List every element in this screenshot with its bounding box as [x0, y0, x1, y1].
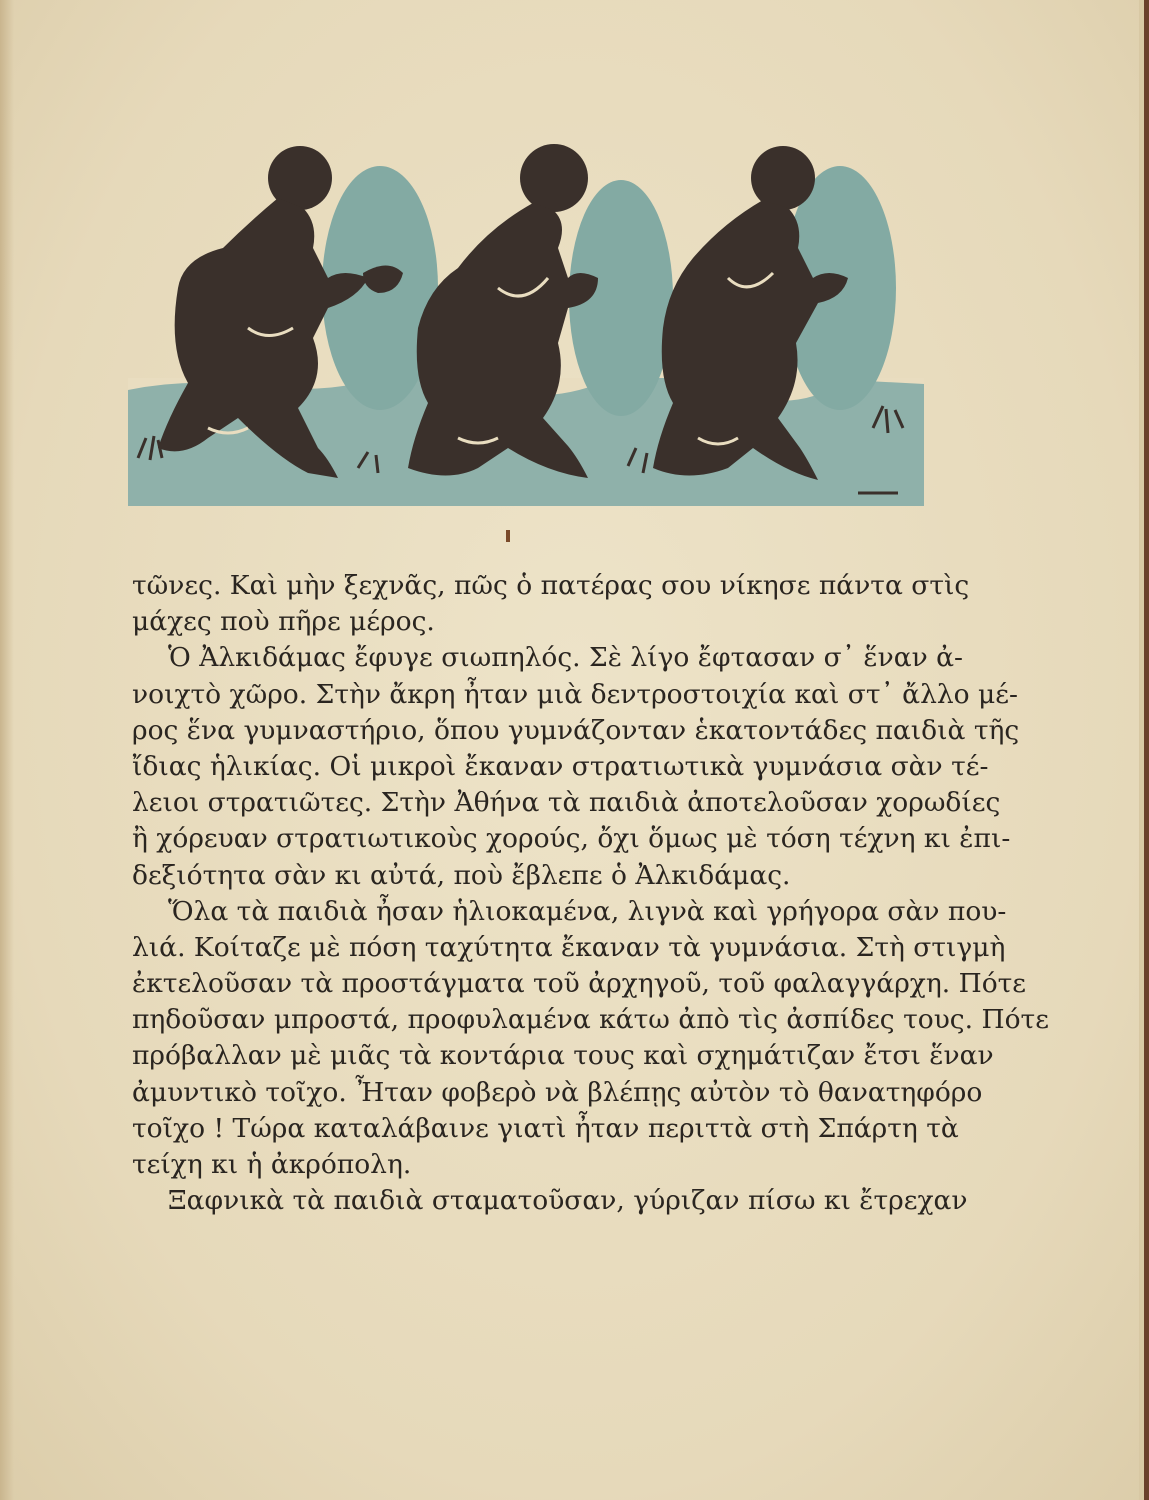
text-line: ἐκτελοῦσαν τὰ προστάγματα τοῦ ἀρχηγοῦ, τοῦ φαλαγγάρχη. Πότε — [132, 968, 1027, 1000]
text-line: νοιχτὸ χῶρο. Στὴν ἄκρη ἦταν μιὰ δεντροστοιχία καὶ στ᾽ ἄλλο μέ- — [132, 678, 1018, 710]
text-line: λειοι στρατιῶτες. Στὴν Ἀθήνα τὰ παιδιὰ ἀποτελοῦσαν χορωδίες — [132, 787, 1001, 819]
paragraph-1 — [132, 568, 970, 640]
paragraph-3 — [132, 894, 1049, 1184]
text-line: τοῖχο ! Τώρα καταλάβαινε γιατὶ ἦταν περιττὰ στὴ Σπάρτη τὰ — [132, 1112, 959, 1144]
page-spine-shadow — [0, 0, 14, 1500]
text-line: ἀμυντικὸ τοῖχο. Ἦταν φοβερὸ νὰ βλέπῃς αὐτὸν τὸ θανατηφόρο — [132, 1076, 983, 1108]
text-line: ρος ἕνα γυμναστήριο, ὅπου γυμνάζονταν ἑκατοντάδες παιδιὰ τῆς — [132, 714, 1020, 746]
paragraph-4 — [132, 1183, 968, 1219]
illustration-crouching-boys — [128, 128, 924, 506]
text-line: πηδοῦσαν μπροστά, προφυλαμένα κάτω ἀπὸ τὶς ἀσπίδες τους. Πότε — [132, 1004, 1049, 1036]
page-right-edge — [1139, 0, 1149, 1500]
text-line: Ὁ Ἀλκιδάμας ἔφυγε σιωπηλός. Σὲ λίγο ἔφτασαν σ᾽ ἕναν ἀ- — [168, 642, 964, 674]
text-line: Ὅλα τὰ παιδιὰ ἦσαν ἡλιοκαμένα, λιγνὰ καὶ γρήγορα σὰν που- — [168, 895, 1007, 927]
text-line: μάχες ποὺ πῆρε μέρος. — [132, 606, 435, 638]
text-line: τῶνες. Καὶ μὴν ξεχνᾶς, πῶς ὁ πατέρας σου νίκησε πάντα στὶς — [132, 570, 970, 601]
ink-mark — [506, 530, 510, 542]
text-line: πρόβαλλαν μὲ μιᾶς τὰ κοντάρια τους καὶ σχημάτιζαν ἔτσι ἕναν — [132, 1040, 994, 1072]
text-line: ἴδιας ἡλικίας. Οἱ μικροὶ ἔκαναν στρατιωτικὰ γυμνάσια σὰν τέ- — [132, 750, 989, 782]
text-line: Ξαφνικὰ τὰ παιδιὰ σταματοῦσαν, γύριζαν πίσω κι ἔτρεχαν — [168, 1185, 968, 1217]
paragraph-2 — [132, 640, 1020, 893]
text-line: λιά. Κοίταζε μὲ πόση ταχύτητα ἔκαναν τὰ γυμνάσια. Στὴ στιγμὴ — [132, 931, 1006, 963]
text-line: ἢ χόρευαν στρατιωτικοὺς χορούς, ὄχι ὅμως μὲ τόση τέχνη κι ἐπι- — [132, 823, 1011, 855]
body-text — [132, 568, 1049, 1219]
text-line: δεξιότητα σὰν κι αὐτά, ποὺ ἔβλεπε ὁ Ἀλκιδάμας. — [132, 859, 791, 891]
text-line: τείχη κι ἡ ἀκρόπολη. — [132, 1149, 412, 1180]
